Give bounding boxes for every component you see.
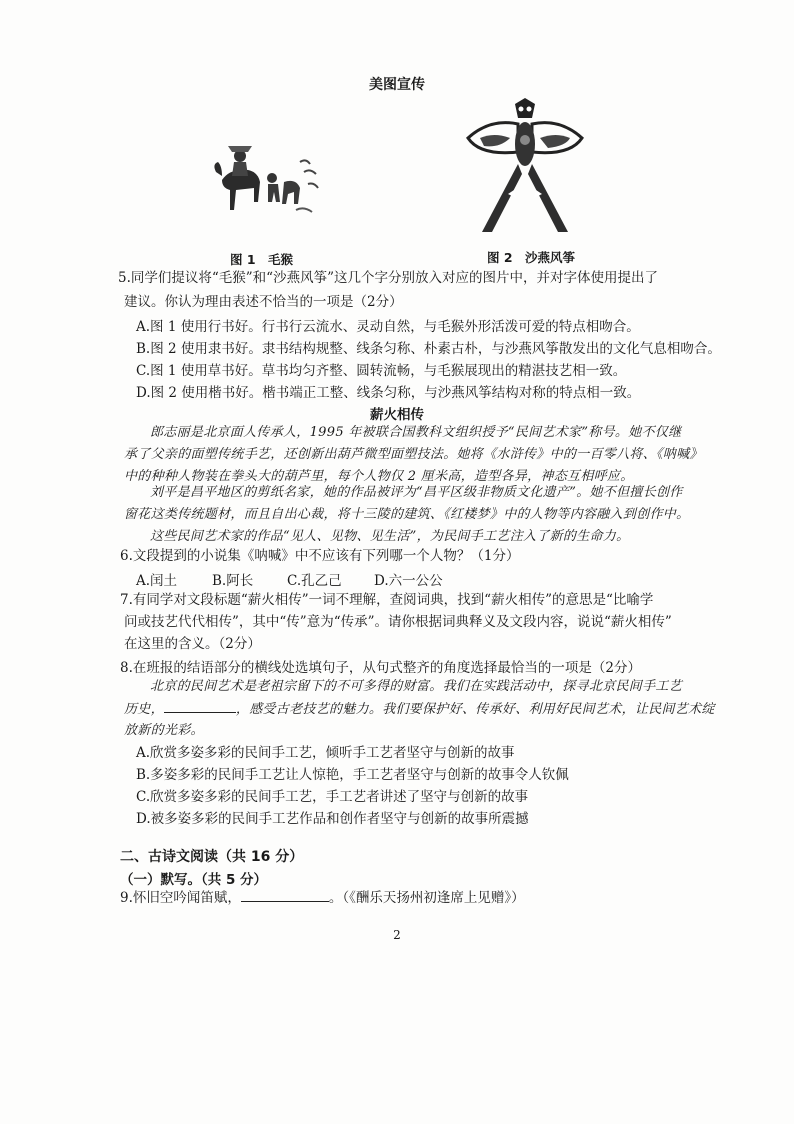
question-5-option-c: C.图 1 使用草书好。草书均匀齐整、圆转流畅，与毛猴展现出的精湛技艺相一致。 — [136, 363, 627, 379]
question-8-option-c: C.欣赏多姿多彩的民间手工艺，手工艺者讲述了坚守与创新的故事 — [136, 789, 529, 805]
question-8-answer-blank[interactable] — [164, 698, 236, 713]
question-9-source: 。（《酬乐天扬州初逢席上见赠》） — [328, 890, 525, 906]
page-number: 2 — [393, 928, 401, 942]
passage-p3-line1: 这些民间艺术家的作品“见人、见物、见生活”，为民间手工艺注入了新的生命力。 — [150, 529, 630, 544]
section-2-subtitle: （一）默写。（共 5 分） — [120, 872, 268, 888]
question-6-stem: 6.文段提到的小说集《呐喊》中不应该有下列哪一个人物？（1分） — [120, 548, 520, 564]
question-7-line3: 在这里的含义。（2分） — [124, 636, 261, 652]
passage-p1-line1: 郎志丽是北京面人传承人，1995 年被联合国教科文组织授予“民间艺术家”称号。她不仅继 — [150, 425, 682, 440]
question-7-line1: 7.有同学对文段标题“薪火相传”一词不理解，查阅词典，找到“薪火相传”的意思是“比喻学 — [120, 592, 654, 608]
passage-title: 薪火相传 — [370, 407, 424, 423]
question-8-para-line2 — [124, 698, 715, 721]
question-5-stem-line2: 建议。你认为理由表述不恰当的一项是（2分） — [124, 294, 403, 310]
monkey-illustration — [200, 132, 330, 227]
kite-figure — [460, 94, 590, 244]
question-7-line2: 问或技艺代代相传”，其中“传”意为“传承”。请你根据词典释义及文段内容，说说“薪火相传” — [124, 614, 672, 630]
question-6-option-c: C.孔乙己 — [287, 573, 342, 589]
question-8-para-line2-start: 历史， — [124, 702, 164, 717]
question-5-option-a: A.图 1 使用行书好。行书行云流水、灵动自然，与毛猴外形活泼可爱的特点相吻合。 — [136, 319, 640, 335]
figure2-caption: 图 2 沙燕风筝 — [487, 250, 576, 265]
question-8-stem: 8.在班报的结语部分的横线处选填句子，从句式整齐的角度选择最恰当的一项是（2分） — [120, 660, 641, 676]
passage-p1-line3: 中的种种人物装在拳头大的葫芦里，每个人物仅 2 厘米高，造型各异，神态互相呼应。 — [124, 469, 634, 484]
question-5-option-b: B.图 2 使用隶书好。隶书结构规整、线条匀称、朴素古朴，与沙燕风筝散发出的文化气息相吻合。 — [136, 341, 721, 357]
question-9 — [120, 886, 525, 910]
question-8-para-line1: 北京的民间艺术是老祖宗留下的不可多得的财富。我们在实践活动中，探寻北京民间手工艺 — [150, 679, 683, 694]
question-6-option-a: A.闰土 — [136, 573, 178, 589]
question-6-option-d: D.六一公公 — [374, 573, 443, 589]
question-9-prompt: 9.怀旧空吟闻笛赋， — [120, 890, 241, 906]
passage-p2-line2: 窗花这类传统题材，而且自出心裁，将十三陵的建筑、《红楼梦》中的人物等内容融入到创作中。 — [124, 507, 690, 522]
swallow-kite-illustration — [460, 94, 590, 244]
figure1-caption: 图 1 毛猴 — [230, 252, 294, 267]
section-heading: 美图宣传 — [369, 77, 425, 93]
passage-p2-line1: 刘平是昌平地区的剪纸名家，她的作品被评为“昌平区级非物质文化遗产”。她不但擅长创作 — [150, 485, 683, 500]
question-5-stem-line1: 5.同学们提议将“毛猴”和“沙燕风筝”这几个字分别放入对应的图片中，并对字体使用提出了 — [118, 270, 658, 286]
question-6-option-b: B.阿长 — [212, 573, 254, 589]
question-8-para-line2-end: ，感受古老技艺的魅力。我们要保护好、传承好、利用好民间艺术，让民间艺术绽 — [235, 702, 715, 717]
monkey-figure — [200, 132, 330, 227]
section-2-title: 二、古诗文阅读（共 16 分） — [120, 849, 304, 865]
question-9-answer-blank[interactable] — [241, 887, 329, 902]
question-8-option-b: B.多姿多彩的民间手工艺让人惊艳，手工艺者坚守与创新的故事令人钦佩 — [136, 767, 569, 783]
question-8-option-d: D.被多姿多彩的民间手工艺作品和创作者坚守与创新的故事所震撼 — [136, 811, 529, 827]
passage-p1-line2: 承了父亲的面塑传统手艺，还创新出葫芦微型面塑技法。她将《水浒传》中的一百零八将、《呐喊》 — [124, 447, 703, 462]
question-8-option-a: A.欣赏多姿多彩的民间手工艺，倾听手工艺者坚守与创新的故事 — [136, 745, 515, 761]
question-8-para-line3: 放新的光彩。 — [124, 723, 204, 738]
question-5-option-d: D.图 2 使用楷书好。楷书端正工整、线条匀称，与沙燕风筝结构对称的特点相一致。 — [136, 385, 641, 401]
